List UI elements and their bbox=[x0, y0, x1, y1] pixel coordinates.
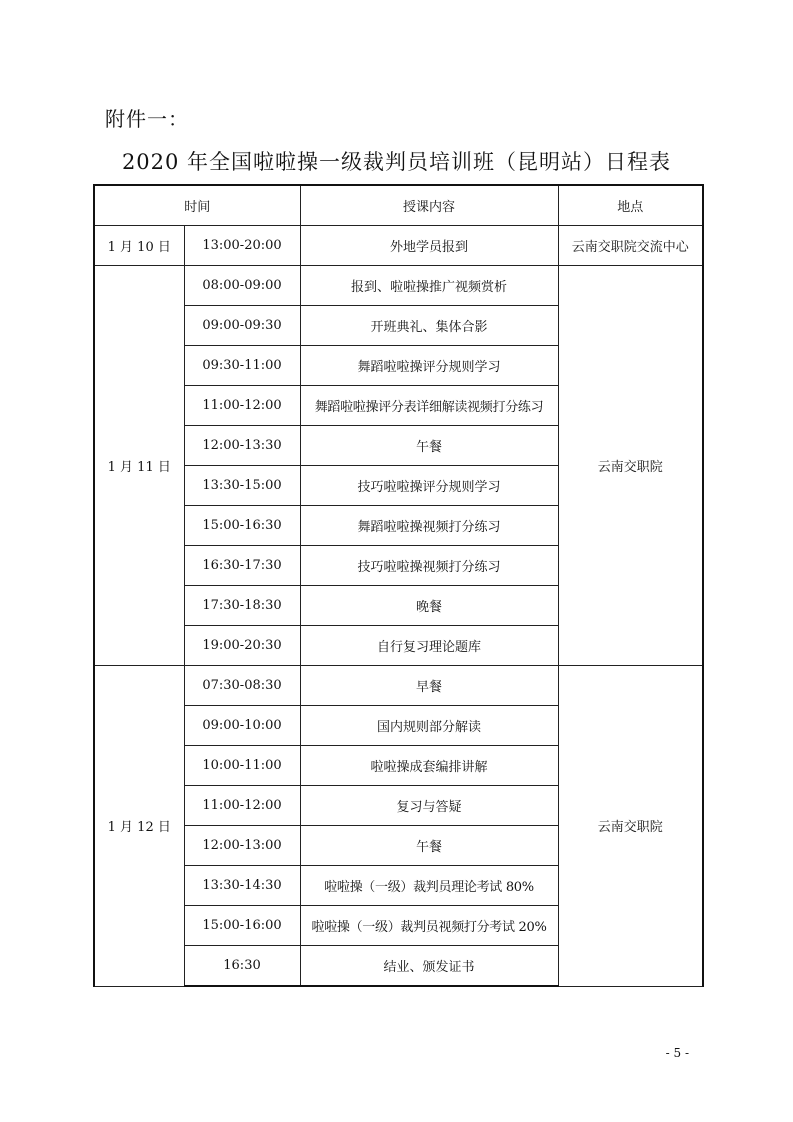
attachment-label: 附件一： bbox=[105, 107, 189, 131]
schedule-body bbox=[94, 185, 703, 986]
time-cell: 13:30-15:00 bbox=[184, 466, 300, 506]
content-cell: 午餐 bbox=[300, 426, 558, 466]
time-cell: 08:00-09:00 bbox=[184, 266, 300, 306]
time-cell: 09:00-09:30 bbox=[184, 306, 300, 346]
header-time: 时间 bbox=[94, 185, 300, 226]
time-cell: 12:00-13:30 bbox=[184, 426, 300, 466]
schedule-table bbox=[93, 184, 704, 987]
content-cell: 舞蹈啦啦操视频打分练习 bbox=[300, 506, 558, 546]
content-cell: 自行复习理论题库 bbox=[300, 626, 558, 666]
table-row bbox=[94, 266, 703, 306]
content-cell: 啦啦操（一级）裁判员理论考试 80% bbox=[300, 866, 558, 906]
content-cell: 舞蹈啦啦操评分规则学习 bbox=[300, 346, 558, 386]
time-cell: 13:00-20:00 bbox=[184, 226, 300, 266]
content-cell: 报到、啦啦操推广视频赏析 bbox=[300, 266, 558, 306]
time-cell: 07:30-08:30 bbox=[184, 666, 300, 706]
time-cell: 15:00-16:30 bbox=[184, 506, 300, 546]
content-cell: 啦啦操（一级）裁判员视频打分考试 20% bbox=[300, 906, 558, 946]
time-cell: 11:00-12:00 bbox=[184, 386, 300, 426]
place-cell: 云南交职院交流中心 bbox=[558, 226, 703, 266]
document-title: 2020 年全国啦啦操一级裁判员培训班（昆明站）日程表 bbox=[121, 150, 672, 174]
header-place: 地点 bbox=[558, 185, 703, 226]
header-content: 授课内容 bbox=[300, 185, 558, 226]
place-cell: 云南交职院 bbox=[558, 666, 703, 987]
content-cell: 开班典礼、集体合影 bbox=[300, 306, 558, 346]
content-cell: 复习与答疑 bbox=[300, 786, 558, 826]
time-cell: 17:30-18:30 bbox=[184, 586, 300, 626]
time-cell: 16:30-17:30 bbox=[184, 546, 300, 586]
time-cell: 09:30-11:00 bbox=[184, 346, 300, 386]
content-cell: 啦啦操成套编排讲解 bbox=[300, 746, 558, 786]
place-cell: 云南交职院 bbox=[558, 266, 703, 666]
content-cell: 舞蹈啦啦操评分表详细解读视频打分练习 bbox=[300, 386, 558, 426]
content-cell: 早餐 bbox=[300, 666, 558, 706]
time-cell: 12:00-13:00 bbox=[184, 826, 300, 866]
date-cell: 1 月 10 日 bbox=[94, 226, 184, 266]
time-cell: 19:00-20:30 bbox=[184, 626, 300, 666]
time-cell: 11:00-12:00 bbox=[184, 786, 300, 826]
content-cell: 结业、颁发证书 bbox=[300, 946, 558, 987]
header-row bbox=[94, 185, 703, 226]
table-row bbox=[94, 666, 703, 706]
content-cell: 外地学员报到 bbox=[300, 226, 558, 266]
table-row bbox=[94, 226, 703, 266]
time-cell: 15:00-16:00 bbox=[184, 906, 300, 946]
time-cell: 10:00-11:00 bbox=[184, 746, 300, 786]
time-cell: 16:30 bbox=[184, 946, 300, 987]
content-cell: 国内规则部分解读 bbox=[300, 706, 558, 746]
content-cell: 技巧啦啦操视频打分练习 bbox=[300, 546, 558, 586]
page-number: - 5 - bbox=[665, 1046, 689, 1060]
date-cell: 1 月 11 日 bbox=[94, 266, 184, 666]
time-cell: 09:00-10:00 bbox=[184, 706, 300, 746]
content-cell: 技巧啦啦操评分规则学习 bbox=[300, 466, 558, 506]
time-cell: 13:30-14:30 bbox=[184, 866, 300, 906]
content-cell: 晚餐 bbox=[300, 586, 558, 626]
date-cell: 1 月 12 日 bbox=[94, 666, 184, 987]
content-cell: 午餐 bbox=[300, 826, 558, 866]
